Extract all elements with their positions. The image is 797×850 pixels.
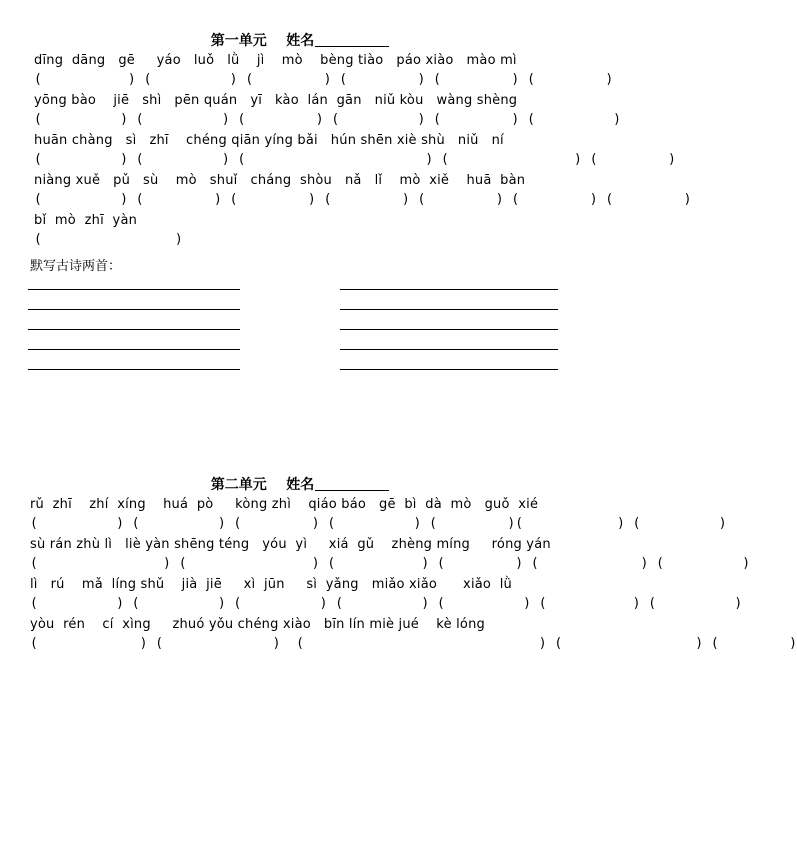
writing-line[interactable] — [28, 369, 240, 370]
unit2-pinyin-row-3: lì rú mǎ líng shǔ jià jiē xì jūn sì yǎng miǎo xiǎo xiǎo lǜ — [30, 577, 513, 592]
unit1-title — [0, 30, 600, 50]
writing-line[interactable] — [340, 289, 558, 290]
unit1-answer-row-5[interactable]: ( ) — [34, 232, 183, 247]
unit1-answer-row-2[interactable]: ( ) ( ) ( ) ( ) ( ) ( ) — [34, 112, 621, 127]
unit1-pinyin-row-2: yōng bào jiē shì pēn quán yī kào lán gān niǔ kòu wàng shèng — [34, 93, 518, 108]
unit1-name-field[interactable] — [315, 32, 389, 47]
unit2-pinyin-row-1: rǔ zhī zhí xíng huá pò kòng zhì qiáo báo gē bì dà mò guǒ xié — [30, 497, 539, 512]
poem-dictation-label: 默写古诗两首： — [30, 259, 122, 274]
unit2-answer-row-1[interactable]: ( ) ( ) ( ) ( ) ( )( ) ( ) — [30, 516, 727, 531]
unit1-pinyin-row-3: huān chàng sì zhī chéng qiān yíng bǎi hún shēn xiè shù niǔ ní — [34, 133, 504, 148]
unit2-pinyin-row-2: sù rán zhù lì liè yàn shēng téng yóu yì xiá gǔ zhèng míng róng yán — [30, 537, 551, 552]
unit2-answer-row-2[interactable]: ( ) ( ) ( ) ( ) ( ) ( ) — [30, 556, 751, 571]
unit2-name-field[interactable] — [315, 476, 389, 491]
unit1-answer-row-1[interactable]: ( ) ( ) ( ) ( ) ( ) ( ) — [34, 72, 614, 87]
unit2-title-text: 第二单元 — [210, 477, 267, 493]
unit1-pinyin-row-5: bǐ mò zhī yàn — [34, 213, 138, 228]
writing-line[interactable] — [28, 289, 240, 290]
writing-line[interactable] — [28, 309, 240, 310]
unit1-name-label: 姓名 — [286, 33, 315, 49]
unit1-pinyin-row-1: dīng dāng gē yáo luǒ lǜ jì mò bèng tiào páo xiào mào mì — [34, 53, 517, 68]
writing-line[interactable] — [28, 349, 240, 350]
unit1-answer-row-3[interactable]: ( ) ( ) ( ) ( ) ( ) — [34, 152, 676, 167]
unit1-pinyin-row-4: niàng xuě pǔ sù mò shuǐ cháng shòu nǎ lǐ mò xiě huā bàn — [34, 173, 526, 188]
writing-line[interactable] — [28, 329, 240, 330]
writing-line[interactable] — [340, 309, 558, 310]
unit2-answer-row-3[interactable]: ( ) ( ) ( ) ( ) ( ) ( ) ( ) — [30, 596, 743, 611]
writing-line[interactable] — [340, 369, 558, 370]
writing-line[interactable] — [340, 329, 558, 330]
unit2-answer-row-4[interactable]: ( ) ( ) ( ) ( ) ( ) — [30, 636, 797, 651]
unit2-name-label: 姓名 — [286, 477, 315, 493]
unit1-answer-row-4[interactable]: ( ) ( ) ( ) ( ) ( ) ( ) ( ) — [34, 192, 692, 207]
unit2-pinyin-row-4: yòu rén cí xìng zhuó yǒu chéng xiào bīn lín miè jué kè lóng — [30, 617, 485, 632]
writing-line[interactable] — [340, 349, 558, 350]
unit1-title-text: 第一单元 — [210, 33, 267, 49]
unit2-title — [0, 474, 600, 494]
